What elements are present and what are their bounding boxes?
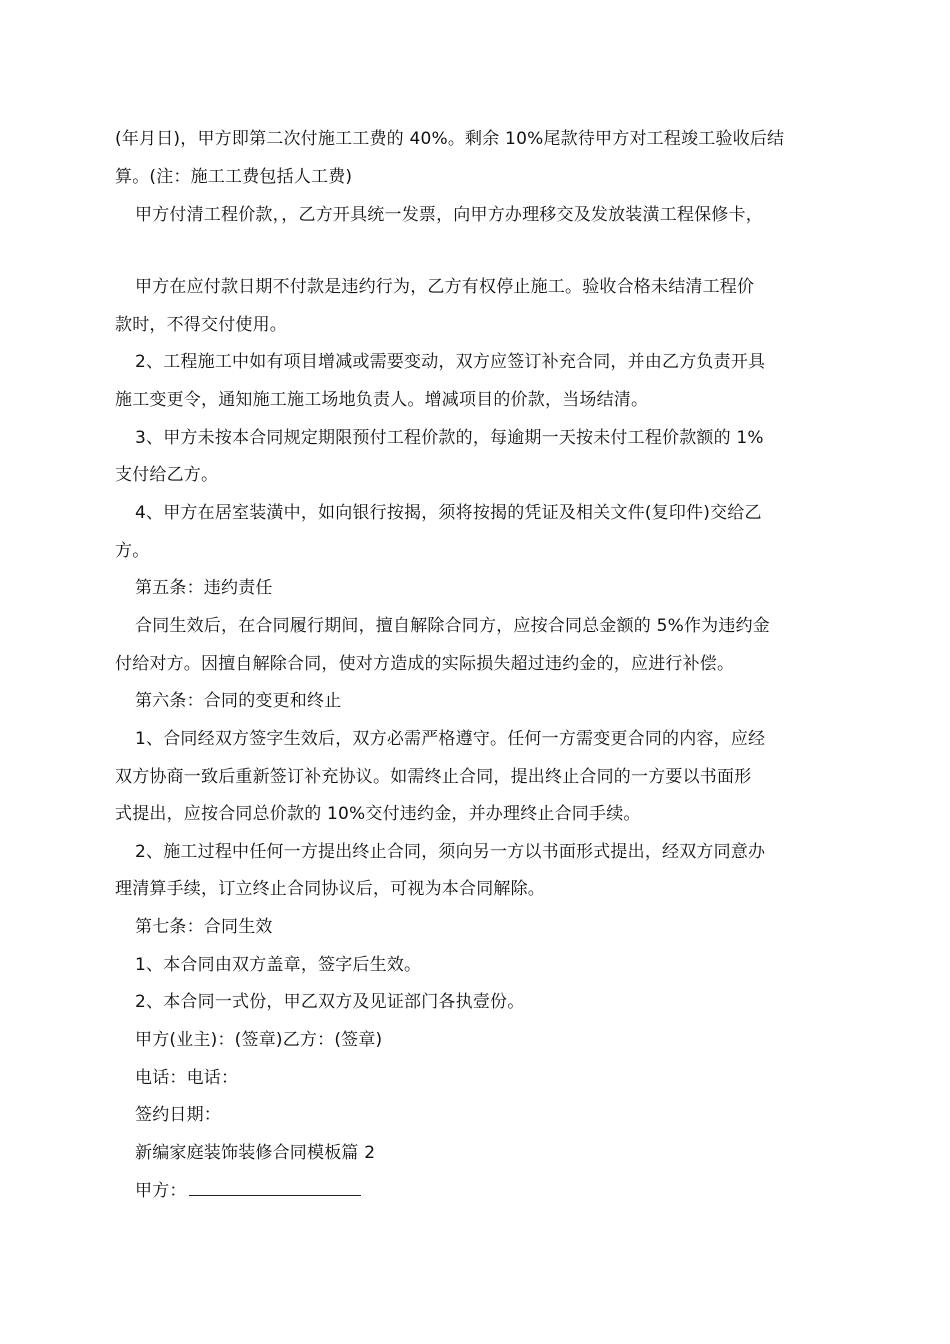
paragraph-line: 2、施工过程中任何一方提出终止合同，须向另一方以书面形式提出，经双方同意办 bbox=[135, 842, 766, 862]
template-title: 新编家庭装饰装修合同模板篇 2 bbox=[135, 1143, 376, 1163]
paragraph-line: 2、本合同一式份，甲乙双方及见证部门各执壹份。 bbox=[135, 992, 525, 1012]
paragraph-line: 式提出，应按合同总价款的 10%交付违约金，并办理终止合同手续。 bbox=[115, 804, 641, 824]
signing-date-line: 签约日期： bbox=[135, 1105, 221, 1125]
section-heading: 第五条：违约责任 bbox=[135, 578, 273, 598]
paragraph-line: 1、合同经双方签字生效后，双方必需严格遵守。任何一方需变更合同的内容，应经 bbox=[135, 729, 766, 749]
paragraph-line: 款时，不得交付使用。 bbox=[115, 315, 287, 335]
paragraph-line: 3、甲方未按本合同规定期限预付工程价款的，每逾期一天按未付工程价款额的 1% bbox=[135, 428, 764, 448]
paragraph-line: 施工变更令，通知施工施工场地负责人。增减项目的价款，当场结清。 bbox=[115, 390, 649, 410]
paragraph-line: 4、甲方在居室装潢中，如向银行按揭，须将按揭的凭证及相关文件(复印件)交给乙 bbox=[135, 503, 762, 523]
party-a-label: 甲方： bbox=[135, 1181, 187, 1201]
signature-line: 甲方(业主)：(签章)乙方：(签章) bbox=[135, 1030, 383, 1050]
paragraph-line: 1、本合同由双方盖章，签字后生效。 bbox=[135, 955, 422, 975]
paragraph-line: 方。 bbox=[115, 541, 150, 561]
paragraph-line: 理清算手续，订立终止合同协议后，可视为本合同解除。 bbox=[115, 879, 545, 899]
paragraph-line: 付给对方。因擅自解除合同，使对方造成的实际损失超过违约金的，应进行补偿。 bbox=[115, 654, 735, 674]
party-a-line bbox=[135, 1179, 865, 1202]
section-heading: 第六条：合同的变更和终止 bbox=[135, 691, 342, 711]
paragraph-line: 双方协商一致后重新签订补充协议。如需终止合同，提出终止合同的一方要以书面形 bbox=[115, 767, 752, 787]
party-a-blank-field bbox=[189, 1179, 361, 1196]
paragraph-line: 甲方付清工程价款，，乙方开具统一发票，向甲方办理移交及发放装潢工程保修卡， bbox=[135, 205, 763, 225]
paragraph-line: 甲方在应付款日期不付款是违约行为，乙方有权停止施工。验收合格未结清工程价 bbox=[135, 277, 755, 297]
paragraph-line: (年月日)，甲方即第二次付施工工费的 40%。剩余 10%尾款待甲方对工程竣工验收后结 bbox=[115, 129, 785, 149]
section-heading: 第七条：合同生效 bbox=[135, 917, 273, 937]
paragraph-line: 合同生效后，在合同履行期间，擅自解除合同方，应按合同总金额的 5%作为违约金 bbox=[135, 616, 770, 636]
phone-line: 电话：电话： bbox=[135, 1068, 239, 1088]
paragraph-line: 2、工程施工中如有项目增减或需要变动，双方应签订补充合同，并由乙方负责开具 bbox=[135, 352, 766, 372]
paragraph-line: 支付给乙方。 bbox=[115, 465, 219, 485]
paragraph-line: 算。(注：施工工费包括人工费) bbox=[115, 167, 353, 187]
